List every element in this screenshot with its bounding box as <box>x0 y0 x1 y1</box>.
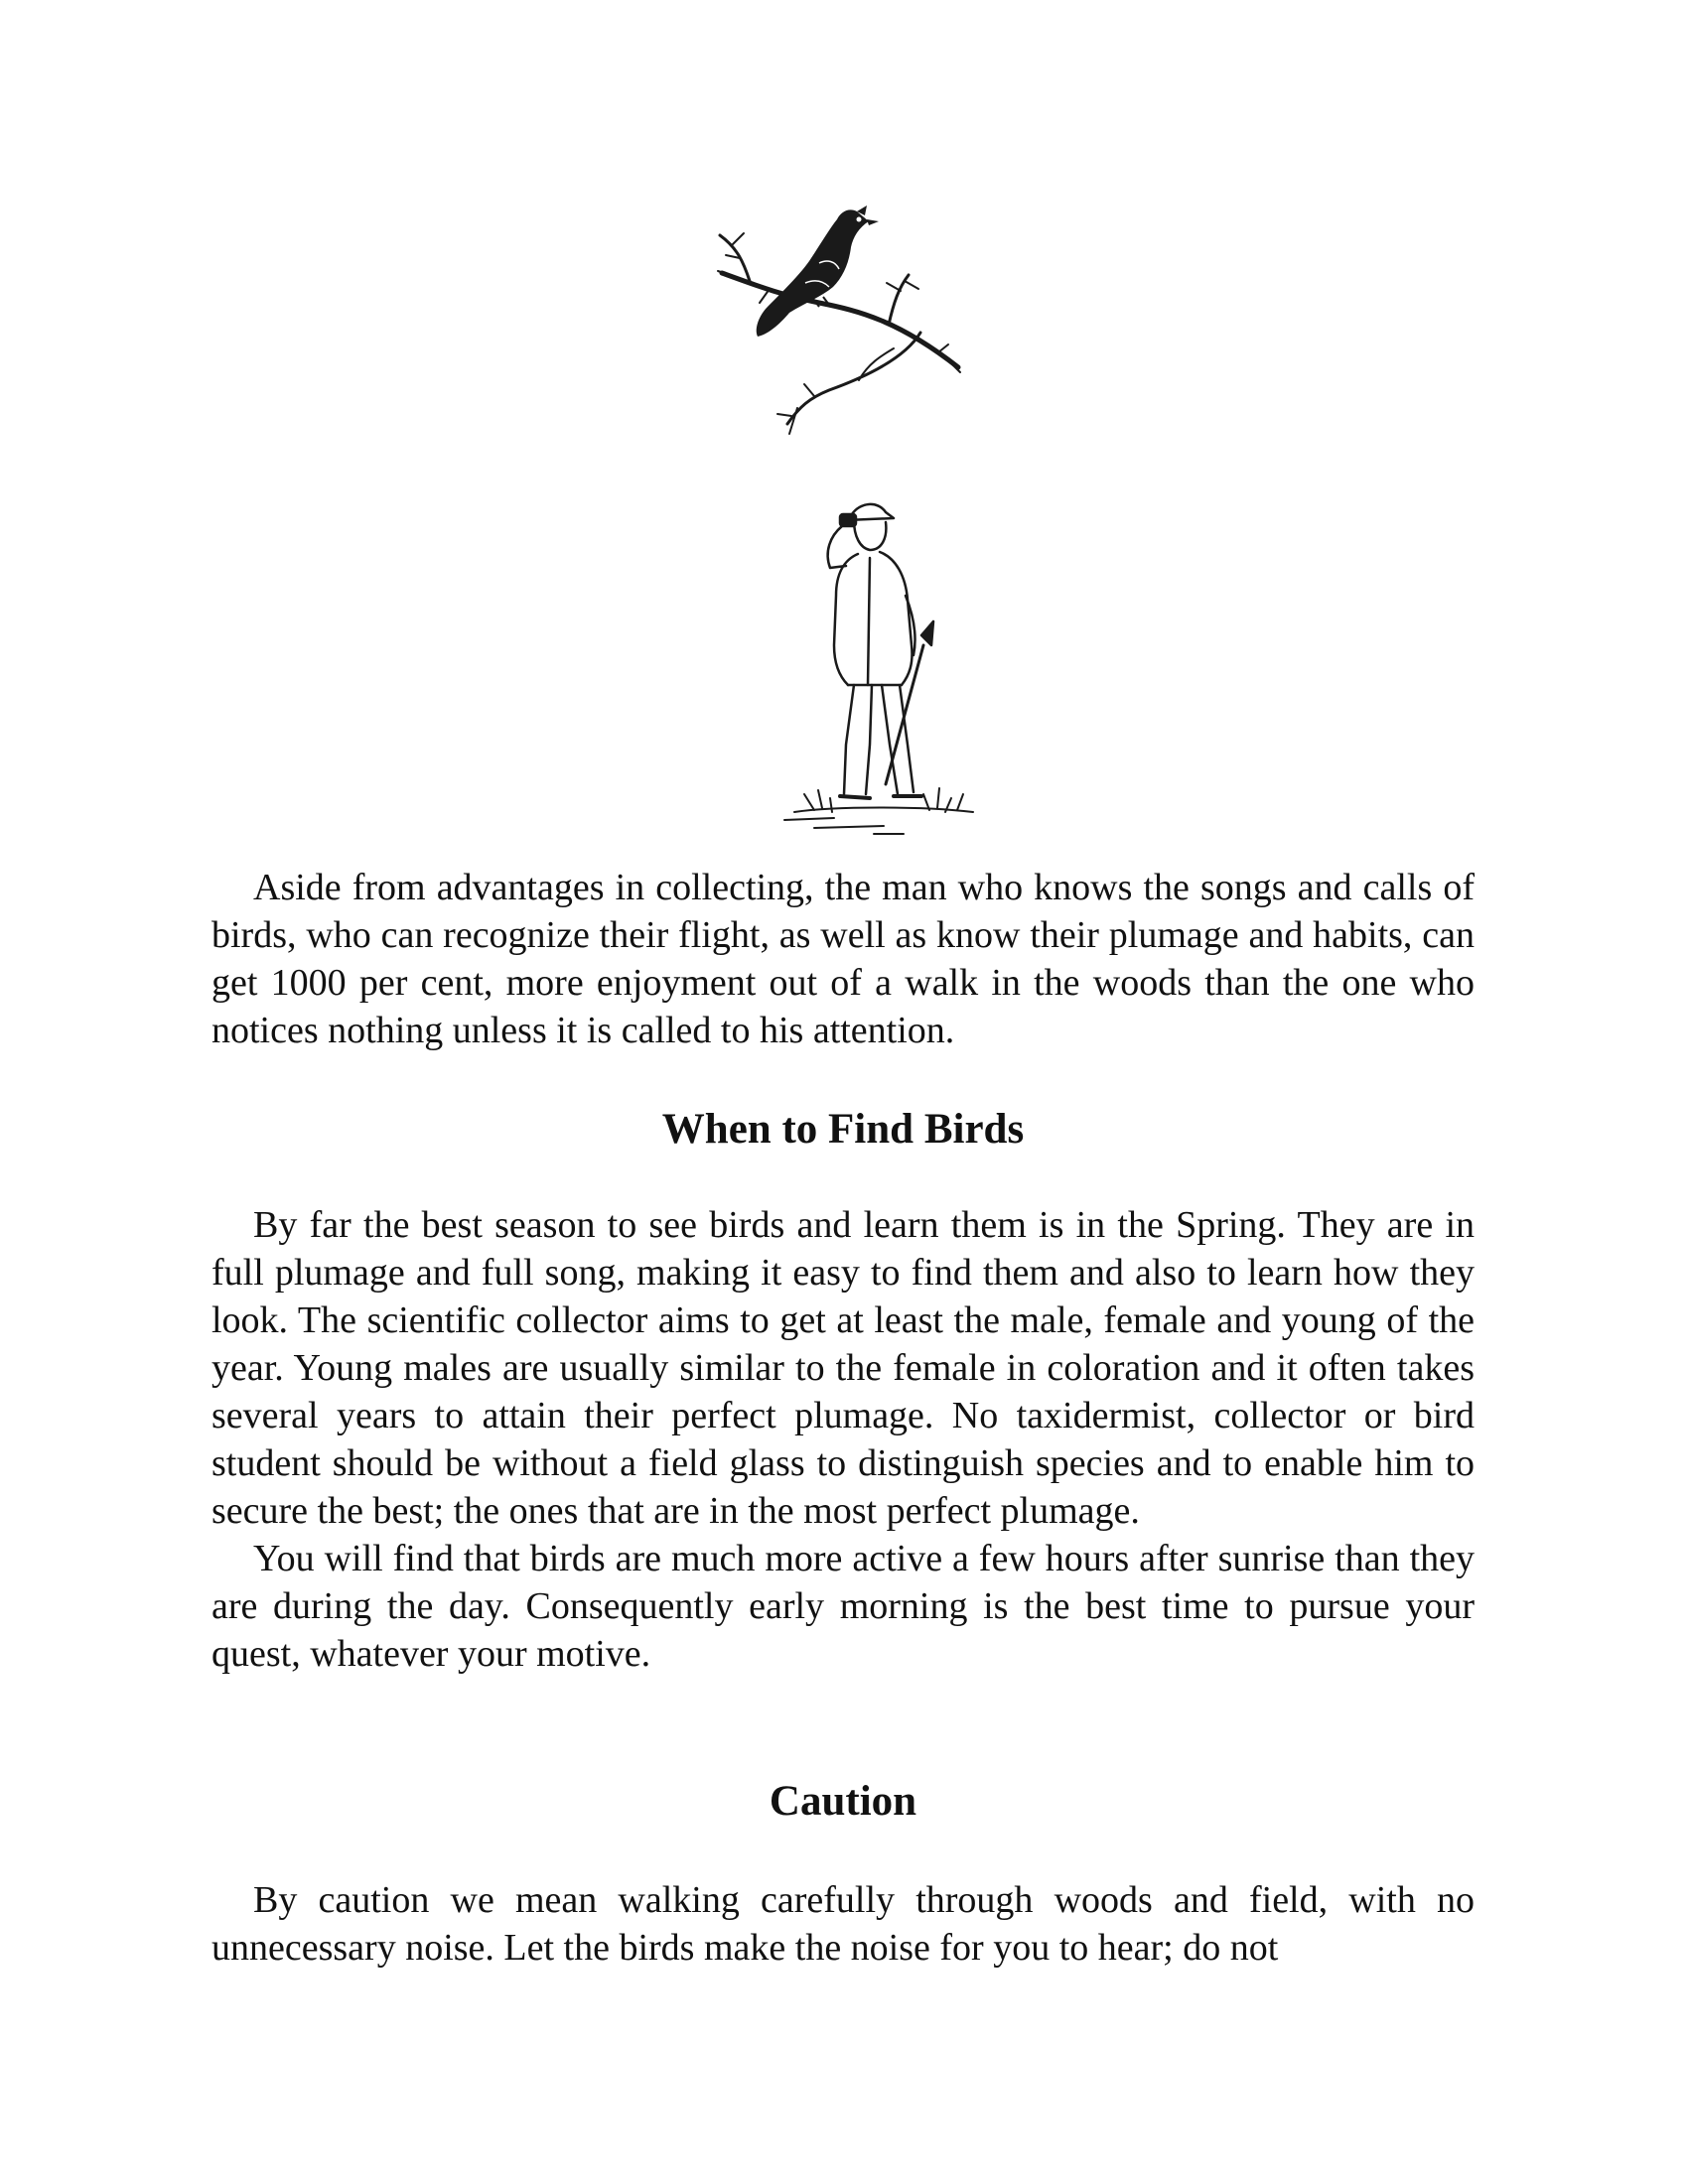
caution-section <box>211 1876 1475 1972</box>
paragraph: Aside from advantages in collecting, the man who knows the songs and calls of birds, who can recognize their flight, as well as know their plumage and habits, can get 1000 per cent, more enjoyment out of a walk in the woods than the one who notices nothing unless it is called to his attention. <box>211 867 1475 1051</box>
man-with-binoculars-illustration <box>774 496 983 839</box>
bird-on-branch-illustration <box>710 204 968 442</box>
when-section <box>211 1201 1475 1678</box>
intro-section <box>211 864 1475 1054</box>
section-heading-when-to-find-birds: When to Find Birds <box>661 1106 1025 1153</box>
grass-icon <box>784 788 973 834</box>
bird-icon <box>757 205 879 337</box>
paragraph: You will find that birds are much more active a few hours after sunrise than they are during the day. Consequently early morning is the best time to pursue your quest, whatever your motive. <box>211 1538 1475 1675</box>
section-heading-caution: Caution <box>769 1778 917 1825</box>
paragraph: By far the best season to see birds and learn them is in the Spring. They are in full plumage and full song, making it easy to find them and also to learn how they look. The scientific collector aims to get at least the male, female and young of the year. Young males are usually similar to the female in coloration and it often takes several years to attain their perfect plumage. No taxidermist, collector or bird student should be without a field glass to distinguish species and to enable him to secure the best; the ones that are in the most perfect plumage. <box>211 1204 1475 1532</box>
man-icon <box>828 504 933 798</box>
paragraph: By caution we mean walking carefully through woods and field, with no unnecessary noise. Let the birds make the noise for you to hear; do not <box>211 1879 1475 1969</box>
